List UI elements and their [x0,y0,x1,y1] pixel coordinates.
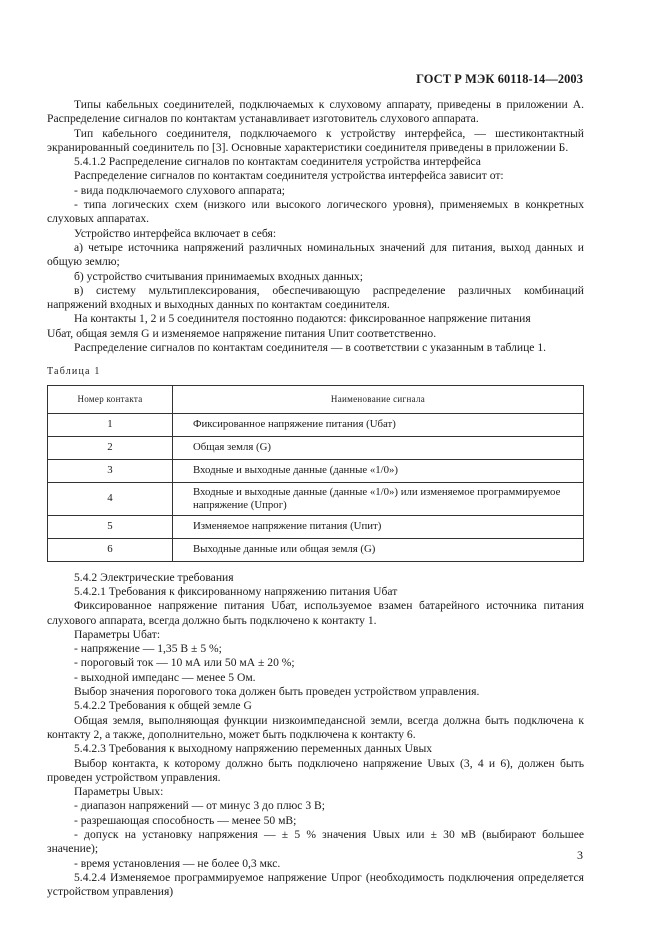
section-heading-5421: 5.4.2.1 Требования к фиксированному напряжению питания Uбат [74,584,398,598]
signal-name: Фиксированное напряжение питания (Uбат) [173,413,584,436]
contact-number: 6 [48,538,173,561]
list-item: - выходной импеданс — менее 5 Ом. [74,670,256,684]
section-heading-5422: 5.4.2.2 Требования к общей земле G [74,699,252,713]
table-header-signal: Наименование сигнала [173,385,584,413]
list-item: - вида подключаемого слухового аппарата; [74,183,286,197]
page-content [47,98,584,899]
page-number: 3 [577,848,583,862]
contact-number: 2 [48,436,173,459]
paragraph-ubat: Фиксированное напряжение питания Uбат, используемое взамен батарейного источника питания слухового аппарата, всегда должно быть подключено к контакту 1. [47,599,584,627]
table-row [48,459,584,482]
document-header: ГОСТ Р МЭК 60118-14—2003 [416,72,583,86]
contact-number: 1 [48,413,173,436]
section-heading-542: 5.4.2 Электрические требования [74,570,234,584]
section-heading-5412: 5.4.1.2 Распределение сигналов по контактам соединителя устройства интерфейса [74,155,481,169]
paragraph-distribution-intro: Распределение сигналов по контактам соединителя устройства интерфейса зависит от: [74,169,504,183]
table-row [48,538,584,561]
params-uout-label: Параметры Uвых: [74,785,164,799]
contact-number: 4 [48,482,173,515]
paragraph-cable-types: Типы кабельных соединителей, подключаемых к слуховому аппарату, приведены в приложении А. Распределение сигналов по контактам устанавливает изготовитель слухового аппарата. [47,98,584,126]
list-item: - диапазон напряжений — от минус 3 до плюс 3 В; [74,799,325,813]
table-row [48,436,584,459]
signal-name: Изменяемое напряжение питания (Uпит) [173,515,584,538]
table-row [48,482,584,515]
table-header-contact: Номер контакта [48,385,173,413]
paragraph-contacts-cont: Uбат, общая земля G и изменяемое напряжение питания Uпит соответственно. [47,326,437,340]
paragraph-device-intro: Устройство интерфейса включает в себя: [74,226,277,240]
list-item: - напряжение — 1,35 В ± 5 %; [74,642,222,656]
params-ubat-label: Параметры Uбат: [74,627,161,641]
paragraph-contacts: На контакты 1, 2 и 5 соединителя постоянно подаются: фиксированное напряжение питания [74,312,531,326]
signal-name: Входные и выходные данные (данные «1/0») [173,459,584,482]
contact-number: 3 [48,459,173,482]
signal-name: Выходные данные или общая земля (G) [173,538,584,561]
paragraph-uout: Выбор контакта, к которому должно быть подключено напряжение Uвых (3, 4 и 6), должен быть проведен устройством управления. [47,756,584,784]
table-caption: Таблица 1 [47,366,101,378]
list-item: - допуск на установку напряжения — ± 5 % значения Uвых или ± 30 мВ (выбирают большее значение); [47,827,584,856]
table-row [48,413,584,436]
list-item: - пороговый ток — 10 мА или 50 мА ± 20 %; [74,656,295,670]
signal-table [47,385,584,562]
contact-number: 5 [48,515,173,538]
list-item: а) четыре источника напряжений различных номинальных значений для питания, выход данных и общую землю; [47,240,584,269]
paragraph-ground: Общая земля, выполняющая функции низкоимпедансной земли, всегда должна быть подключена к контакту 2, а также, дополнительно, может быть подключена к контакту 6. [47,713,584,741]
signal-name: Входные и выходные данные (данные «1/0») или изменяемое программируемое напряжение (Uпрог) [173,482,584,515]
section-heading-5424: 5.4.2.4 Изменяемое программируемое напряжение Uпрог (необходимость подключения определяется устройством управления) [47,870,584,899]
paragraph-connector-type: Тип кабельного соединителя, подключаемого к устройству интерфейса, — шестиконтактный экранированный соединитель по [3]. Основные характеристики соединителя приведены в приложении Б. [47,126,584,154]
list-item: - типа логических схем (низкого или высокого логического уровня), применяемых в конкретных слуховых аппаратах. [47,198,584,226]
list-item: - время установления — не более 0,3 мкс. [74,856,281,870]
list-item: - разрешающая способность — менее 50 мВ; [74,813,297,827]
paragraph-threshold-note: Выбор значения порогового тока должен быть проведен устройством управления. [74,685,480,699]
list-item: б) устройство считывания принимаемых входных данных; [74,269,363,283]
signal-name: Общая земля (G) [173,436,584,459]
list-item: в) систему мультиплексирования, обеспечивающую распределение различных комбинаций напряжений входных и выходных данных по контактам соединителя. [47,283,584,312]
paragraph-distribution-table-ref: Распределение сигналов по контактам соединителя — в соответствии с указанным в таблице 1. [74,341,547,355]
section-heading-5423: 5.4.2.3 Требования к выходному напряжению переменных данных Uвых [74,742,433,756]
table-row [48,515,584,538]
